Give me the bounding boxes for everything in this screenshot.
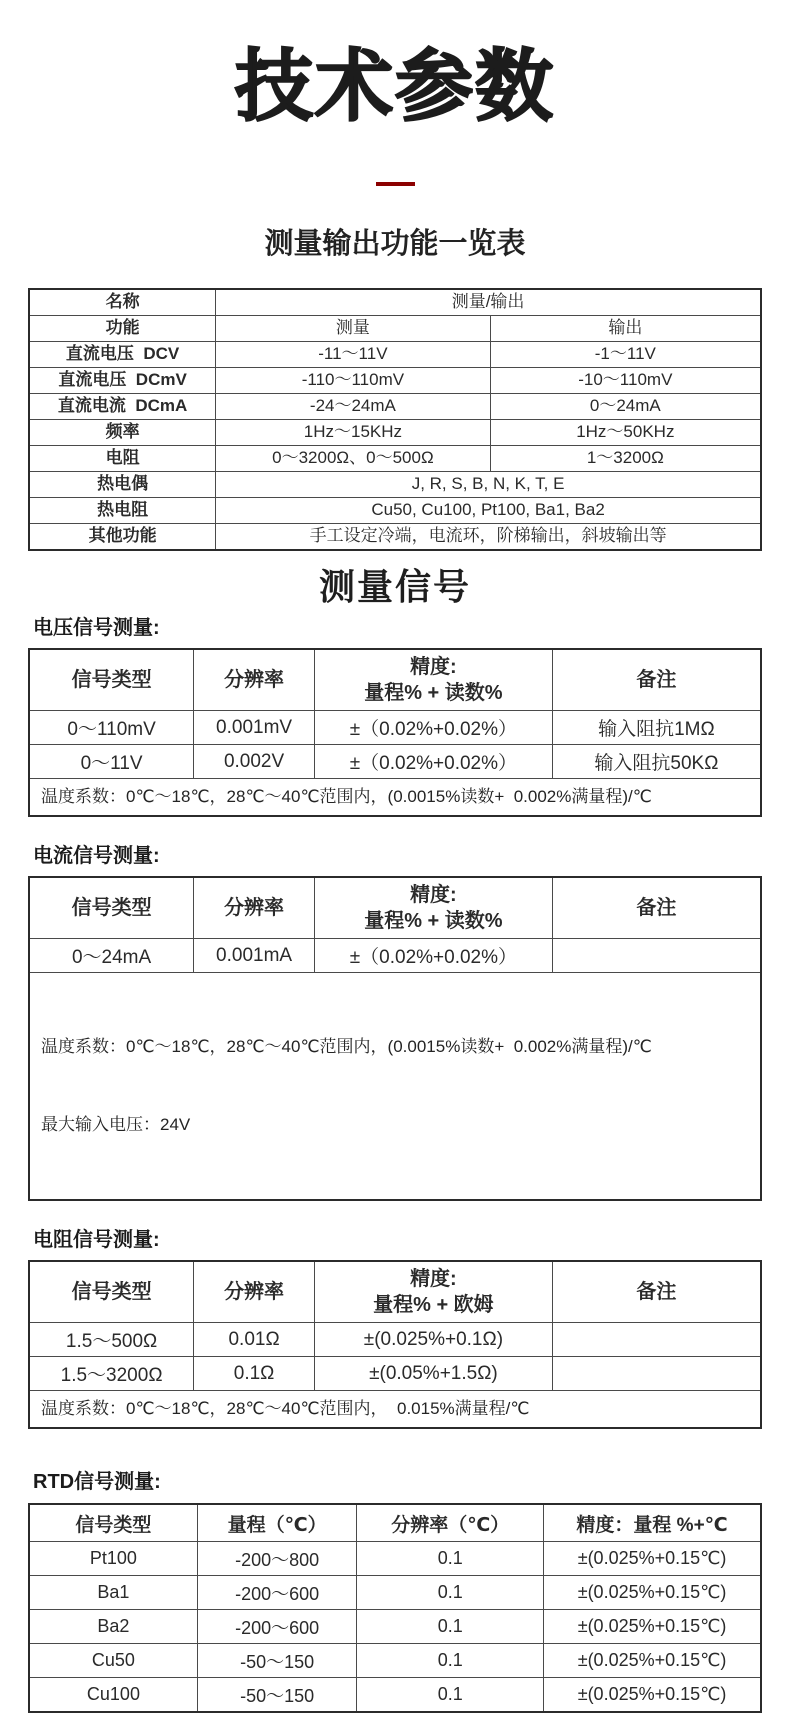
cell-thermocouple-value: J, R, S, B, N, K, T, E [216, 472, 761, 498]
table-row [29, 420, 761, 446]
cell-signal-type: 0～110mV [29, 711, 194, 745]
cell-resolution: 0.01Ω [194, 1323, 315, 1357]
header-precision-line2: 量程% + 欧姆 [373, 1294, 494, 1317]
table-header-row [29, 1504, 761, 1542]
table-row [29, 498, 761, 524]
cell-other-label: 其他功能 [29, 524, 216, 551]
header-resolution: 分辨率 [194, 649, 315, 711]
cell-precision: ±（0.02%+0.02%） [314, 711, 552, 745]
cell-precision: ±(0.025%+0.15℃) [544, 1542, 761, 1576]
header-precision: 精度：量程 %+℃ [544, 1504, 761, 1542]
header-note: 备注 [552, 1261, 761, 1323]
signal-section-heading: 测量信号 [318, 566, 471, 608]
table-row [29, 524, 761, 551]
cell-resistance-measure: 0～3200Ω、0～500Ω [216, 446, 491, 472]
header-precision-line1: 精度: [410, 656, 457, 679]
header-signal-type: 信号类型 [29, 649, 194, 711]
table-row [29, 939, 761, 973]
table-row [29, 368, 761, 394]
header-note: 备注 [552, 877, 761, 939]
table-row [29, 316, 761, 342]
cell-signal-type: Cu100 [29, 1678, 197, 1713]
cell-resolution: 0.1Ω [194, 1357, 315, 1391]
page-title: 技术参数 [234, 42, 555, 130]
table-header-row [29, 1261, 761, 1323]
cell-frequency-measure: 1Hz～15KHz [216, 420, 491, 446]
red-divider [376, 182, 415, 186]
cell-dcv-output: -1～11V [490, 342, 761, 368]
resistance-table [28, 1260, 762, 1429]
cell-dcma-measure: -24～24mA [216, 394, 491, 420]
current-section-label: 电流信号测量: [33, 845, 160, 868]
cell-precision: ±(0.025%+0.15℃) [544, 1576, 761, 1610]
footer-temperature-coefficient [29, 973, 761, 1201]
header-precision-line1: 精度: [410, 1268, 457, 1291]
cell-resolution: 0.1 [357, 1610, 544, 1644]
header-precision-line2: 量程% + 读数% [364, 682, 503, 705]
header-resolution: 分辨率 [194, 877, 315, 939]
resistance-section-label: 电阻信号测量: [33, 1229, 160, 1252]
cell-dcmv-measure: -110～110mV [216, 368, 491, 394]
header-resolution: 分辨率 [194, 1261, 315, 1323]
table-row [29, 342, 761, 368]
cell-dcmv-output: -10～110mV [490, 368, 761, 394]
cell-signal-type: Ba2 [29, 1610, 197, 1644]
table-footer-row [29, 1391, 761, 1429]
overview-table [28, 288, 762, 551]
cell-range: -200～600 [197, 1610, 357, 1644]
table-header-row [29, 877, 761, 939]
cell-precision: ±(0.025%+0.15℃) [544, 1610, 761, 1644]
cell-precision: ±(0.05%+1.5Ω) [314, 1357, 552, 1391]
overview-heading: 测量输出功能一览表 [264, 228, 526, 261]
cell-resistance-label: 电阻 [29, 446, 216, 472]
table-row [29, 472, 761, 498]
table-footer-row [29, 973, 761, 1201]
cell-precision: ±（0.02%+0.02%） [314, 745, 552, 779]
cell-signal-type: Ba1 [29, 1576, 197, 1610]
header-range: 量程（℃） [197, 1504, 357, 1542]
cell-dcv-measure: -11～11V [216, 342, 491, 368]
cell-range: -50～150 [197, 1644, 357, 1678]
cell-precision: ±(0.025%+0.15℃) [544, 1644, 761, 1678]
rtd-section-label: RTD信号测量: [33, 1471, 161, 1494]
header-precision-line1: 精度: [410, 884, 457, 907]
cell-resolution: 0.1 [357, 1678, 544, 1713]
cell-frequency-output: 1Hz～50KHz [490, 420, 761, 446]
cell-resolution: 0.1 [357, 1542, 544, 1576]
footer-temperature-coefficient: 温度系数：0℃～18℃，28℃～40℃范围内， 0.015%满量程/℃ [29, 1391, 761, 1429]
voltage-table [28, 648, 762, 817]
cell-rtd-value: Cu50, Cu100, Pt100, Ba1, Ba2 [216, 498, 761, 524]
table-row [29, 446, 761, 472]
current-table [28, 876, 762, 1201]
cell-resolution: 0.002V [194, 745, 315, 779]
cell-resistance-output: 1～3200Ω [490, 446, 761, 472]
footer-temperature-coefficient: 温度系数：0℃～18℃，28℃～40℃范围内，(0.0015%读数+ 0.002%满量程)/℃ [29, 779, 761, 817]
cell-range: -50～150 [197, 1678, 357, 1713]
cell-resolution: 0.001mA [194, 939, 315, 973]
voltage-section-label: 电压信号测量: [33, 617, 160, 640]
table-row [29, 1576, 761, 1610]
cell-precision: ±（0.02%+0.02%） [314, 939, 552, 973]
header-resolution: 分辨率（℃） [357, 1504, 544, 1542]
cell-signal-type: Pt100 [29, 1542, 197, 1576]
cell-dcv-label: 直流电压 DCV [29, 342, 216, 368]
table-row [29, 711, 761, 745]
cell-name-label: 名称 [29, 289, 216, 316]
cell-dcma-output: 0～24mA [490, 394, 761, 420]
header-signal-type: 信号类型 [29, 1261, 194, 1323]
footer-line: 最大输入电压：24V [41, 1115, 191, 1135]
cell-range: -200～600 [197, 1576, 357, 1610]
header-signal-type: 信号类型 [29, 1504, 197, 1542]
cell-precision: ±(0.025%+0.1Ω) [314, 1323, 552, 1357]
cell-note: 输入阻抗1MΩ [552, 711, 761, 745]
cell-note [552, 1357, 761, 1391]
table-row [29, 1610, 761, 1644]
header-precision [314, 649, 552, 711]
table-row [29, 745, 761, 779]
table-footer-row [29, 779, 761, 817]
table-row [29, 1357, 761, 1391]
cell-other-value: 手工设定冷端，电流环，阶梯输出，斜坡输出等 [216, 524, 761, 551]
header-note: 备注 [552, 649, 761, 711]
cell-note [552, 939, 761, 973]
table-row [29, 1323, 761, 1357]
cell-signal-type: 1.5～3200Ω [29, 1357, 194, 1391]
table-header-row [29, 649, 761, 711]
cell-frequency-label: 频率 [29, 420, 216, 446]
header-signal-type: 信号类型 [29, 877, 194, 939]
cell-resolution: 0.001mV [194, 711, 315, 745]
cell-resolution: 0.1 [357, 1576, 544, 1610]
table-row [29, 1644, 761, 1678]
cell-signal-type: 0～11V [29, 745, 194, 779]
header-precision-line2: 量程% + 读数% [364, 910, 503, 933]
footer-line: 温度系数：0℃～18℃，28℃～40℃范围内，(0.0015%读数+ 0.002%满量程)/℃ [41, 1037, 652, 1057]
table-row [29, 289, 761, 316]
cell-signal-type: 0～24mA [29, 939, 194, 973]
table-row [29, 1542, 761, 1576]
header-precision [314, 1261, 552, 1323]
cell-signal-type: Cu50 [29, 1644, 197, 1678]
cell-precision: ±(0.025%+0.15℃) [544, 1678, 761, 1713]
table-row [29, 394, 761, 420]
cell-rtd-label: 热电阻 [29, 498, 216, 524]
cell-dcmv-label: 直流电压 DCmV [29, 368, 216, 394]
rtd-table [28, 1503, 762, 1713]
cell-measure-header: 测量 [216, 316, 491, 342]
cell-signal-type: 1.5～500Ω [29, 1323, 194, 1357]
table-row [29, 1678, 761, 1713]
cell-range: -200～800 [197, 1542, 357, 1576]
cell-name-value: 测量/输出 [216, 289, 761, 316]
cell-dcma-label: 直流电流 DCmA [29, 394, 216, 420]
cell-thermocouple-label: 热电偶 [29, 472, 216, 498]
header-precision [314, 877, 552, 939]
cell-function-label: 功能 [29, 316, 216, 342]
cell-output-header: 输出 [490, 316, 761, 342]
cell-resolution: 0.1 [357, 1644, 544, 1678]
cell-note: 输入阻抗50KΩ [552, 745, 761, 779]
cell-note [552, 1323, 761, 1357]
